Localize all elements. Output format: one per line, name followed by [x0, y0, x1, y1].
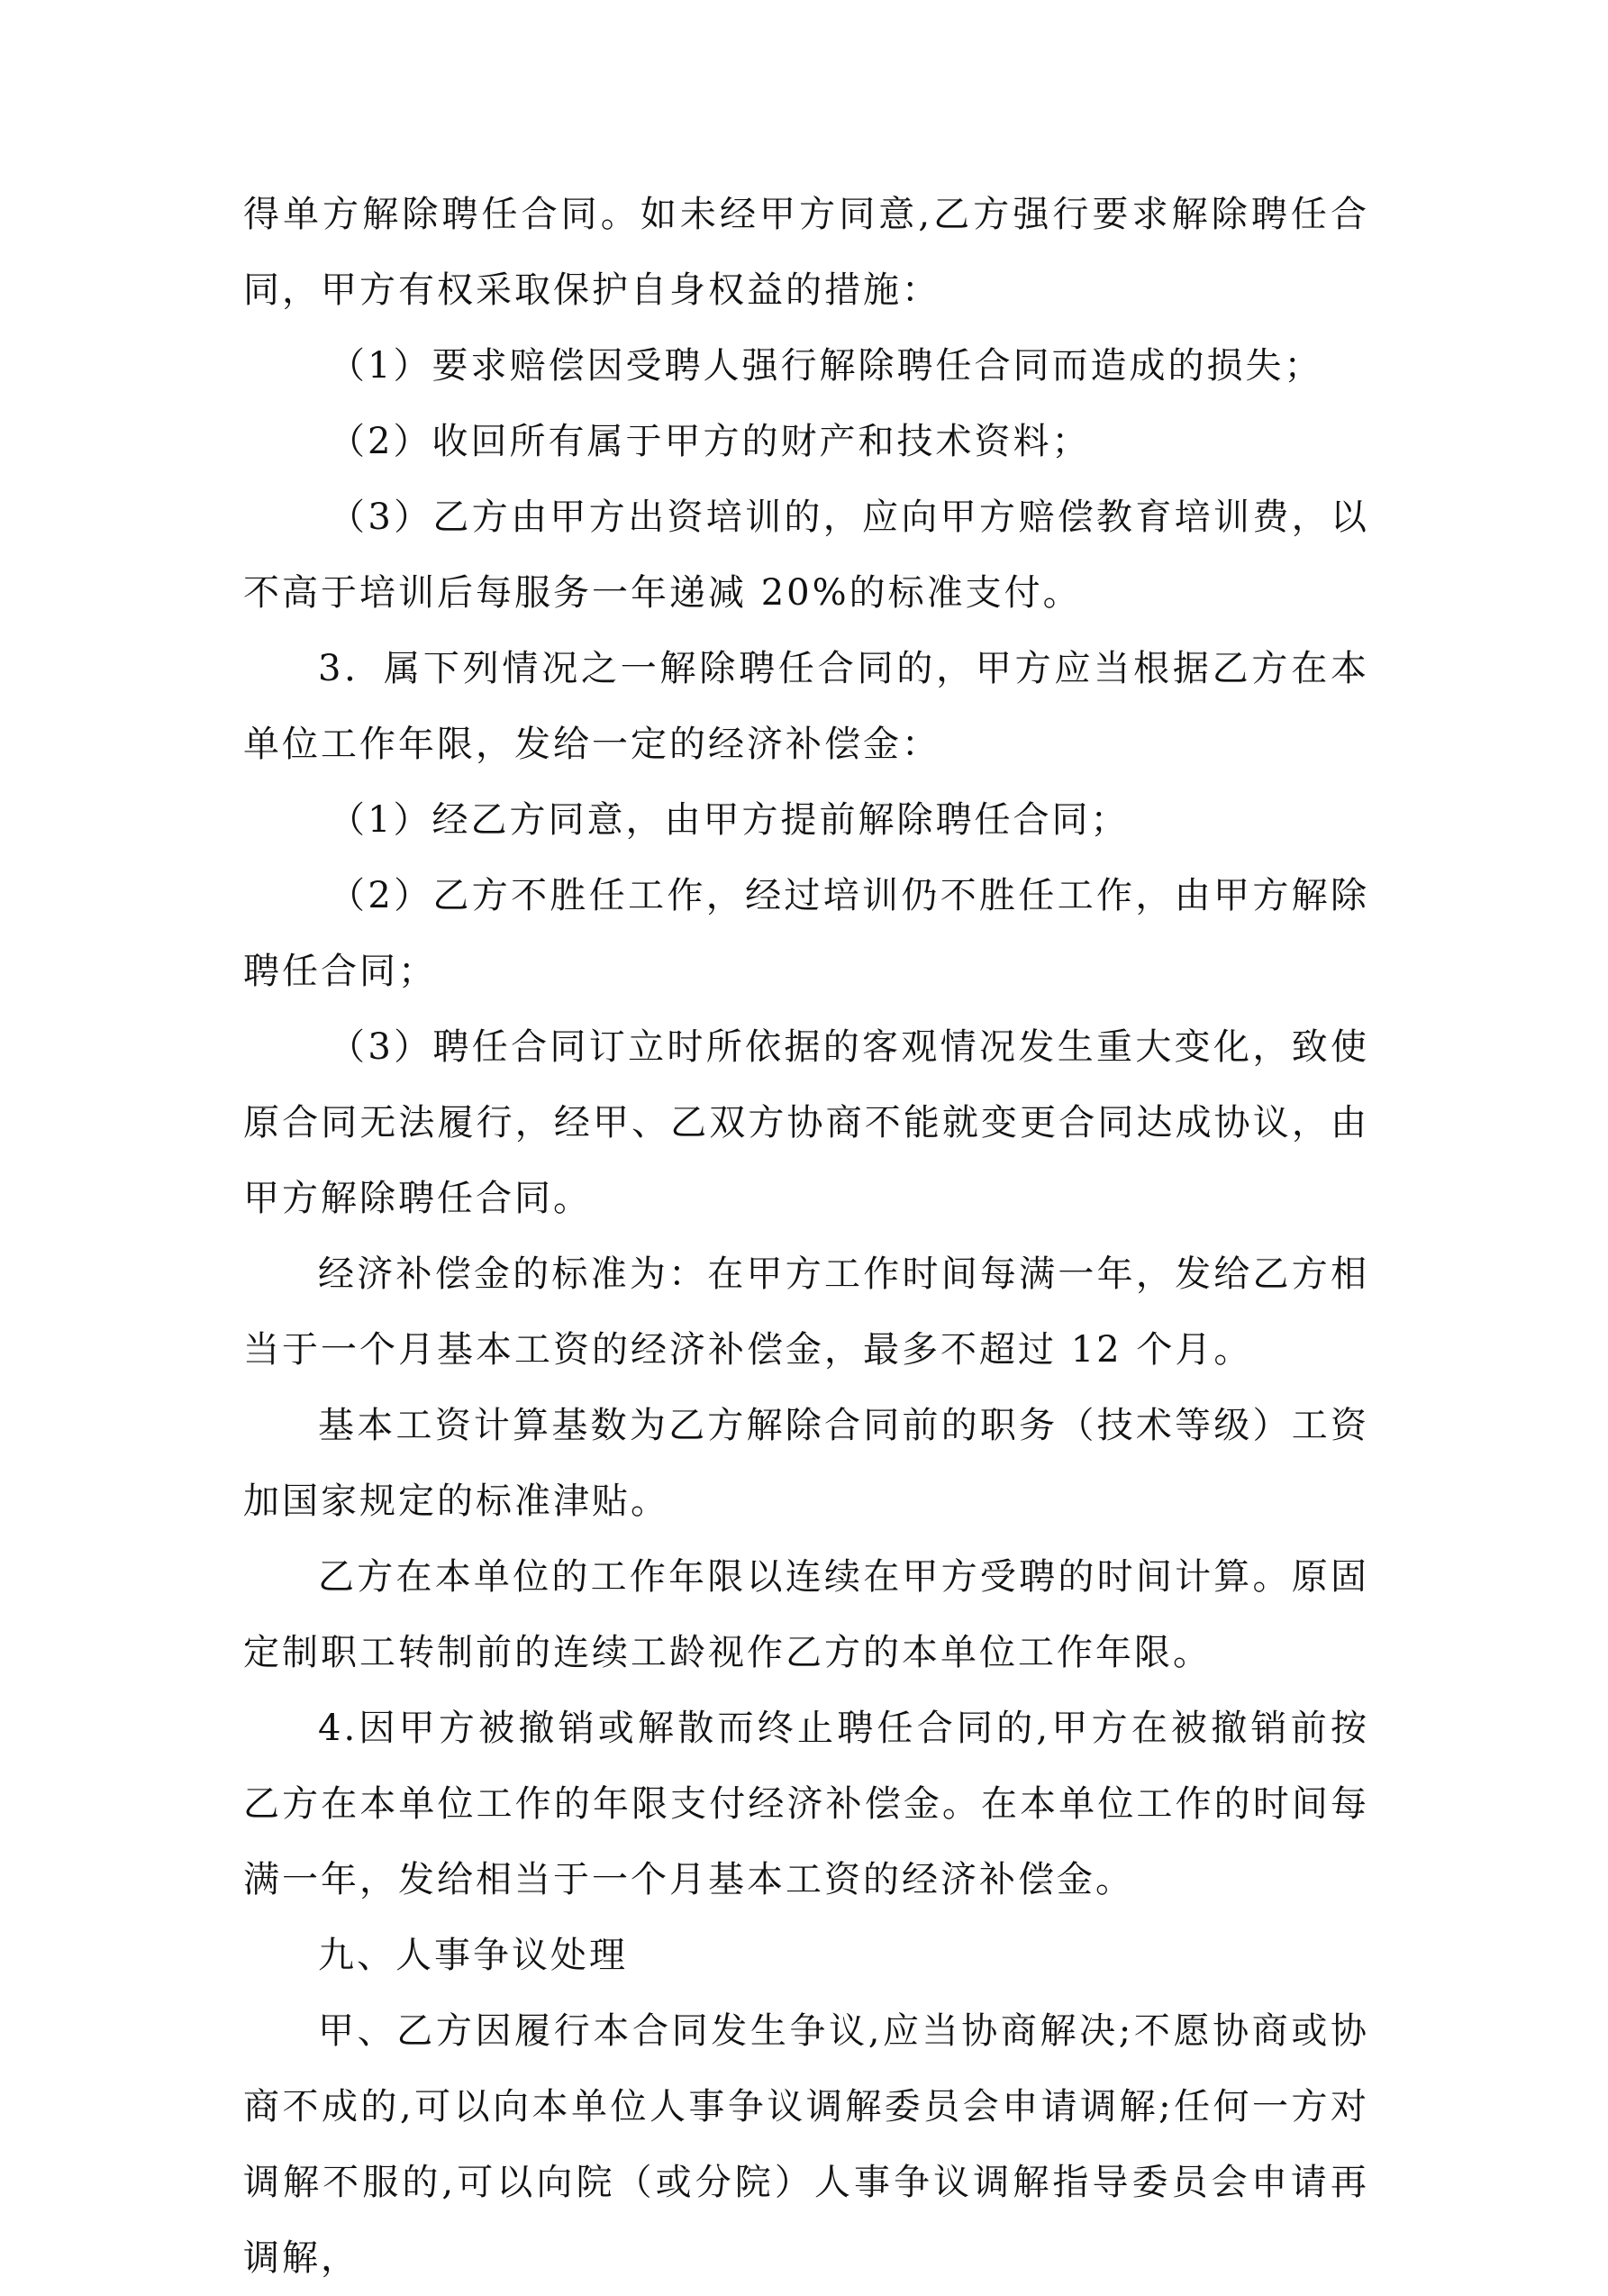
- document-body: [243, 177, 1369, 2296]
- paragraph: 经济补偿金的标准为：在甲方工作时间每满一年，发给乙方相当于一个月基本工资的经济补偿金，最多不超过 12 个月。: [243, 1253, 1369, 1371]
- paragraph: 基本工资计算基数为乙方解除合同前的职务（技术等级）工资加国家规定的标准津贴。: [243, 1405, 1369, 1522]
- paragraph: 得单方解除聘任合同。如未经甲方同意,乙方强行要求解除聘任合同，甲方有权采取保护自身权益的措施：: [243, 194, 1369, 311]
- paragraph: （3）乙方由甲方出资培训的，应向甲方赔偿教育培训费，以不高于培训后每服务一年递减 20%的标准支付。: [243, 497, 1369, 614]
- paragraph: （1）经乙方同意，由甲方提前解除聘任合同；: [329, 799, 1130, 841]
- paragraph: （3）聘任合同订立时所依据的客观情况发生重大变化，致使原合同无法履行，经甲、乙双方协商不能就变更合同达成协议，由甲方解除聘任合同。: [243, 1026, 1369, 1219]
- section-heading: 九、人事争议处理: [318, 1935, 628, 1976]
- paragraph: （1）要求赔偿因受聘人强行解除聘任合同而造成的损失；: [329, 345, 1323, 387]
- paragraph: 乙方在本单位的工作年限以连续在甲方受聘的时间计算。原固定制职工转制前的连续工龄视作乙方的本单位工作年限。: [243, 1556, 1369, 1673]
- paragraph: （2）乙方不胜任工作，经过培训仍不胜任工作，由甲方解除聘任合同；: [243, 875, 1369, 992]
- paragraph: 3．属下列情况之一解除聘任合同的，甲方应当根据乙方在本单位工作年限，发给一定的经济补偿金：: [243, 648, 1369, 765]
- paragraph: 4.因甲方被撤销或解散而终止聘任合同的,甲方在被撤销前按乙方在本单位工作的年限支付经济补偿金。在本单位工作的时间每满一年，发给相当于一个月基本工资的经济补偿金。: [243, 1708, 1369, 1900]
- paragraph: （2）收回所有属于甲方的财产和技术资料；: [329, 421, 1091, 462]
- paragraph: 甲、乙方因履行本合同发生争议,应当协商解决;不愿协商或协商不成的,可以向本单位人事争议调解委员会申请调解;任何一方对调解不服的,可以向院（或分院）人事争议调解指导委员会申请再调解，: [243, 2010, 1369, 2279]
